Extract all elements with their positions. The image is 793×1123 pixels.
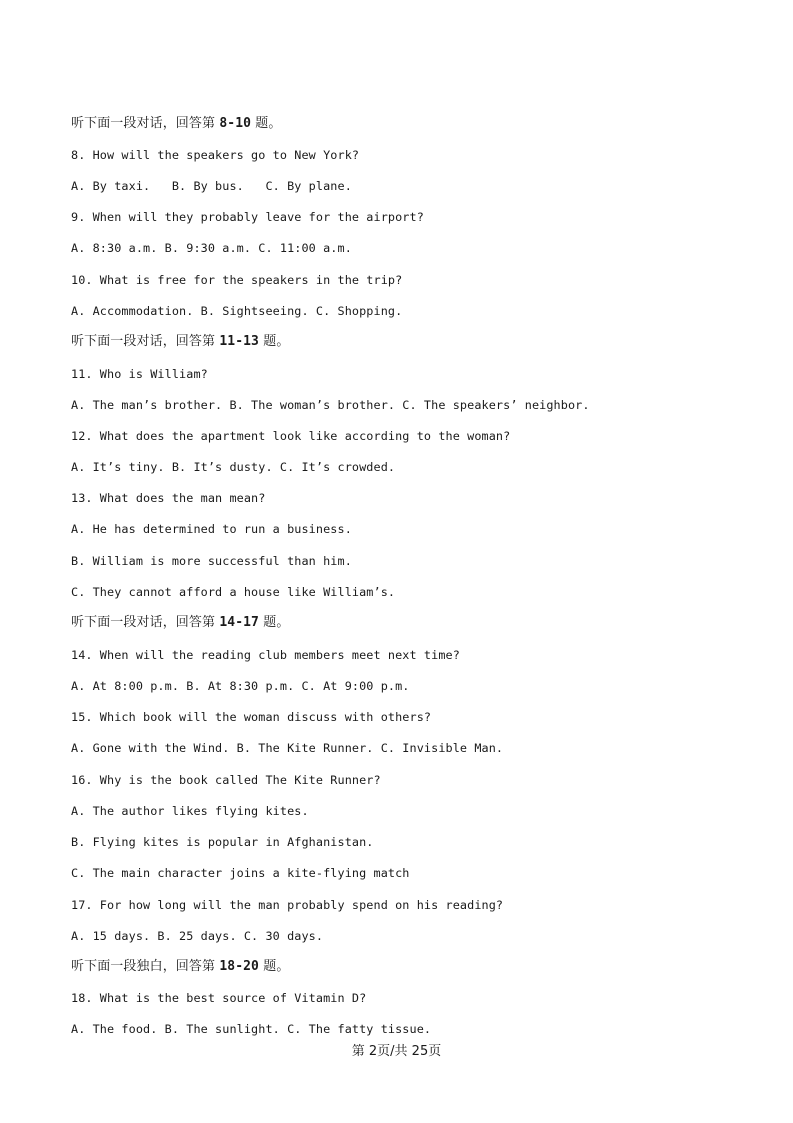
option-16b: B. Flying kites is popular in Afghanistan.: [71, 835, 374, 849]
question-14: 14. When will the reading club members meet next time?: [71, 648, 460, 662]
question-18: 18. What is the best source of Vitamin D?: [71, 991, 367, 1005]
question-12: 12. What does the apartment look like according to the woman?: [71, 429, 511, 443]
question-16: 16. Why is the book called The Kite Runner?: [71, 773, 381, 787]
options-14: A. At 8:00 p.m. B. At 8:30 p.m. C. At 9:00 p.m.: [71, 679, 410, 693]
option-13c: C. They cannot afford a house like William’s.: [71, 585, 396, 599]
options-15: A. Gone with the Wind. B. The Kite Runner. C. Invisible Man.: [71, 741, 504, 755]
options-8: A. By taxi. B. By bus. C. By plane.: [71, 179, 352, 193]
options-18: A. The food. B. The sunlight. C. The fatty tissue.: [71, 1022, 432, 1036]
options-17: A. 15 days. B. 25 days. C. 30 days.: [71, 929, 324, 943]
section-heading: 听下面一段对话，回答第 8-10 题。: [71, 116, 282, 131]
option-16c: C. The main character joins a kite-flying match: [71, 866, 410, 880]
section-heading: 听下面一段对话，回答第 11-13 题。: [71, 334, 290, 349]
option-16a: A. The author likes flying kites.: [71, 804, 309, 818]
question-17: 17. For how long will the man probably spend on his reading?: [71, 898, 504, 912]
question-13: 13. What does the man mean?: [71, 491, 266, 505]
page-footer: 第 2页/共 25页: [351, 1044, 442, 1059]
question-9: 9. When will they probably leave for the airport?: [71, 210, 424, 224]
option-13b: B. William is more successful than him.: [71, 554, 352, 568]
question-15: 15. Which book will the woman discuss with others?: [71, 710, 432, 724]
options-10: A. Accommodation. B. Sightseeing. C. Shopping.: [71, 304, 403, 318]
options-9: A. 8:30 a.m. B. 9:30 a.m. C. 11:00 a.m.: [71, 241, 352, 255]
question-10: 10. What is free for the speakers in the trip?: [71, 273, 403, 287]
question-8: 8. How will the speakers go to New York?: [71, 148, 360, 162]
section-heading: 听下面一段对话，回答第 14-17 题。: [71, 615, 290, 630]
options-12: A. It’s tiny. B. It’s dusty. C. It’s crowded.: [71, 460, 396, 474]
question-11: 11. Who is William?: [71, 367, 208, 381]
options-11: A. The man’s brother. B. The woman’s brother. C. The speakers’ neighbor.: [71, 398, 590, 412]
option-13a: A. He has determined to run a business.: [71, 522, 352, 536]
section-heading: 听下面一段独白，回答第 18-20 题。: [71, 959, 290, 974]
